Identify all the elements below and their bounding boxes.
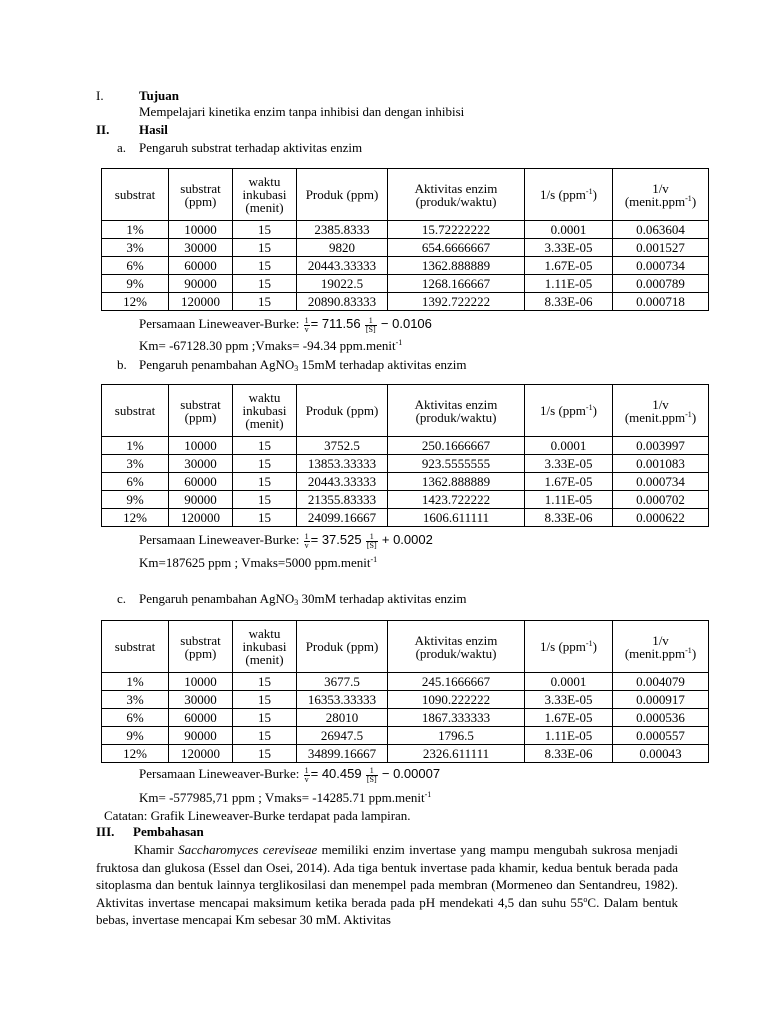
table-row — [102, 709, 709, 727]
part-c-equation — [139, 766, 440, 784]
table-row — [102, 437, 709, 455]
cell-substrat: 1% — [102, 673, 169, 691]
cell-waktu: 15 — [233, 473, 297, 491]
fraction-1-over-v: $\frac{1}{v}$ — [304, 765, 309, 784]
header-aktivitas-enzim: Aktivitas enzim (produk/waktu) — [388, 621, 525, 673]
header-substrat-ppm: substrat (ppm) — [169, 385, 233, 437]
cell-substrat: 12% — [102, 509, 169, 527]
cell-inverse-v: 0.000917 — [613, 691, 709, 709]
cell-waktu: 15 — [233, 275, 297, 293]
header-substrat: substrat — [102, 169, 169, 221]
cell-produk: 20890.83333 — [297, 293, 388, 311]
cell-substrat: 6% — [102, 709, 169, 727]
cell-aktivitas: 654.6666667 — [388, 239, 525, 257]
cell-produk: 16353.33333 — [297, 691, 388, 709]
table-row — [102, 275, 709, 293]
table-part-c — [101, 620, 709, 763]
cell-waktu: 15 — [233, 709, 297, 727]
cell-substrat: 1% — [102, 221, 169, 239]
table-part-b — [101, 384, 709, 527]
cell-waktu: 15 — [233, 437, 297, 455]
cell-aktivitas: 1796.5 — [388, 727, 525, 745]
table-header-row — [102, 169, 709, 221]
cell-produk: 9820 — [297, 239, 388, 257]
part-b-equation — [139, 532, 433, 550]
equation-intercept: − 0.00007 — [381, 766, 441, 781]
cell-aktivitas: 15.72222222 — [388, 221, 525, 239]
cell-aktivitas: 1268.166667 — [388, 275, 525, 293]
cell-produk: 26947.5 — [297, 727, 388, 745]
part-a-letter: a. — [117, 140, 127, 155]
table-row — [102, 221, 709, 239]
header-inverse-v: 1/v (menit.ppm$^{-1}$) — [613, 621, 709, 673]
cell-waktu: 15 — [233, 455, 297, 473]
cell-substrat: 9% — [102, 727, 169, 745]
cell-inverse-s: 1.67E-05 — [525, 709, 613, 727]
cell-inverse-s: 1.11E-05 — [525, 491, 613, 509]
cell-inverse-s: 8.33E-06 — [525, 745, 613, 763]
cell-substrat-ppm: 30000 — [169, 455, 233, 473]
cell-substrat-ppm: 120000 — [169, 745, 233, 763]
header-substrat: substrat — [102, 621, 169, 673]
cell-substrat-ppm: 10000 — [169, 673, 233, 691]
table-row — [102, 491, 709, 509]
equation-slope: = 711.56 — [310, 316, 361, 331]
cell-inverse-s: 1.11E-05 — [525, 275, 613, 293]
equation-label: Persamaan Lineweaver-Burke: — [139, 766, 300, 781]
cell-produk: 34899.16667 — [297, 745, 388, 763]
cell-substrat-ppm: 60000 — [169, 709, 233, 727]
cell-inverse-s: 3.33E-05 — [525, 691, 613, 709]
fraction-1-over-s: $\frac{1}{[S]}$ — [366, 765, 377, 784]
cell-inverse-v: 0.000557 — [613, 727, 709, 745]
table-row — [102, 727, 709, 745]
cell-substrat-ppm: 10000 — [169, 437, 233, 455]
header-produk: Produk (ppm) — [297, 169, 388, 221]
cell-aktivitas: 1606.611111 — [388, 509, 525, 527]
cell-inverse-v: 0.000718 — [613, 293, 709, 311]
part-a-equation — [139, 316, 432, 334]
cell-substrat-ppm: 90000 — [169, 491, 233, 509]
cell-inverse-s: 1.67E-05 — [525, 473, 613, 491]
cell-aktivitas: 1362.888889 — [388, 473, 525, 491]
cell-waktu: 15 — [233, 673, 297, 691]
cell-produk: 13853.33333 — [297, 455, 388, 473]
cell-waktu: 15 — [233, 691, 297, 709]
cell-inverse-s: 3.33E-05 — [525, 455, 613, 473]
equation-intercept: − 0.0106 — [380, 316, 432, 331]
cell-inverse-s: 1.11E-05 — [525, 727, 613, 745]
fraction-1-over-v: $\frac{1}{v}$ — [304, 315, 309, 334]
part-c-result: Km= -577985,71 ppm ; Vmaks= -14285.71 ppm.menit$^{-1}$ — [139, 790, 432, 805]
equation-label: Persamaan Lineweaver-Burke: — [139, 532, 300, 547]
table-part-a — [101, 168, 709, 311]
cell-substrat: 3% — [102, 239, 169, 257]
cell-substrat-ppm: 90000 — [169, 275, 233, 293]
table-row — [102, 691, 709, 709]
section-1-body: Mempelajari kinetika enzim tanpa inhibisi dan dengan inhibisi — [139, 104, 465, 119]
equation-slope: = 37.525 — [310, 532, 362, 547]
cell-aktivitas: 1392.722222 — [388, 293, 525, 311]
cell-produk: 19022.5 — [297, 275, 388, 293]
header-substrat-ppm: substrat (ppm) — [169, 169, 233, 221]
part-a-result: Km= -67128.30 ppm ;Vmaks= -94.34 ppm.menit$^{-1}$ — [139, 338, 403, 353]
cell-inverse-v: 0.000734 — [613, 473, 709, 491]
cell-aktivitas: 1423.722222 — [388, 491, 525, 509]
header-inverse-s: 1/s (ppm$^{-1}$) — [525, 621, 613, 673]
cell-produk: 21355.83333 — [297, 491, 388, 509]
section-1-title: Tujuan — [139, 88, 179, 103]
cell-inverse-v: 0.000702 — [613, 491, 709, 509]
fraction-1-over-s: $\frac{1}{[S]}$ — [366, 531, 377, 550]
cell-inverse-v: 0.000734 — [613, 257, 709, 275]
cell-inverse-s: 0.0001 — [525, 221, 613, 239]
section-3-title: Pembahasan — [133, 824, 204, 839]
cell-waktu: 15 — [233, 491, 297, 509]
cell-substrat-ppm: 60000 — [169, 473, 233, 491]
section-3-number: III. — [96, 824, 115, 839]
cell-aktivitas: 1090.222222 — [388, 691, 525, 709]
cell-substrat-ppm: 30000 — [169, 691, 233, 709]
table-row — [102, 673, 709, 691]
cell-substrat-ppm: 90000 — [169, 727, 233, 745]
cell-inverse-v: 0.003997 — [613, 437, 709, 455]
table-header-row — [102, 385, 709, 437]
cell-substrat: 6% — [102, 257, 169, 275]
cell-inverse-s: 1.67E-05 — [525, 257, 613, 275]
part-c-title: Pengaruh penambahan AgNO$_3$ 30mM terhadap aktivitas enzim — [139, 591, 467, 607]
cell-inverse-v: 0.000536 — [613, 709, 709, 727]
equation-label: Persamaan Lineweaver-Burke: — [139, 316, 300, 331]
cell-waktu: 15 — [233, 257, 297, 275]
cell-produk: 2385.8333 — [297, 221, 388, 239]
header-waktu-inkubasi: waktu inkubasi (menit) — [233, 169, 297, 221]
cell-inverse-s: 8.33E-06 — [525, 509, 613, 527]
fraction-1-over-v: $\frac{1}{v}$ — [304, 531, 309, 550]
cell-aktivitas: 2326.611111 — [388, 745, 525, 763]
cell-waktu: 15 — [233, 293, 297, 311]
header-substrat-ppm: substrat (ppm) — [169, 621, 233, 673]
pembahasan-paragraph: Khamir Saccharomyces cereviseae memiliki enzim invertase yang mampu mengubah sukrosa menjadi fruktosa dan glukosa (Essel dan Osei, 2014). Ada tiga bentuk invertase pada khamir, kedua bentuk berada pada sitoplasma dan bentuk lainnya terglikosilasi dan menempel pada membran (Mormeneo dan Sentandreu, 1982). Aktivitas invertase mencapai maksimum ketika berada pada pH mendekati 4,5 dan suhu 55$^o$C. Dalam bentuk bebas, invertase mencapai Km sebesar 30 mM. Aktivitas — [96, 842, 678, 927]
cell-substrat-ppm: 120000 — [169, 293, 233, 311]
table-row — [102, 745, 709, 763]
cell-waktu: 15 — [233, 745, 297, 763]
header-waktu-inkubasi: waktu inkubasi (menit) — [233, 385, 297, 437]
table-header-row — [102, 621, 709, 673]
table-row — [102, 509, 709, 527]
cell-substrat: 9% — [102, 491, 169, 509]
header-aktivitas-enzim: Aktivitas enzim (produk/waktu) — [388, 169, 525, 221]
cell-aktivitas: 250.1666667 — [388, 437, 525, 455]
header-inverse-v: 1/v (menit.ppm$^{-1}$) — [613, 169, 709, 221]
cell-produk: 3752.5 — [297, 437, 388, 455]
cell-produk: 28010 — [297, 709, 388, 727]
cell-substrat-ppm: 30000 — [169, 239, 233, 257]
cell-waktu: 15 — [233, 509, 297, 527]
table-row — [102, 473, 709, 491]
table-row — [102, 455, 709, 473]
fraction-1-over-s: $\frac{1}{[S]}$ — [365, 315, 376, 334]
species-name: Saccharomyces cereviseae — [178, 842, 318, 857]
cell-inverse-v: 0.001527 — [613, 239, 709, 257]
cell-aktivitas: 245.1666667 — [388, 673, 525, 691]
table-row — [102, 293, 709, 311]
cell-aktivitas: 923.5555555 — [388, 455, 525, 473]
header-inverse-s: 1/s (ppm$^{-1}$) — [525, 169, 613, 221]
cell-waktu: 15 — [233, 239, 297, 257]
cell-inverse-s: 8.33E-06 — [525, 293, 613, 311]
cell-substrat: 9% — [102, 275, 169, 293]
cell-inverse-s: 3.33E-05 — [525, 239, 613, 257]
header-inverse-s: 1/s (ppm$^{-1}$) — [525, 385, 613, 437]
table-row — [102, 239, 709, 257]
cell-substrat: 3% — [102, 455, 169, 473]
cell-substrat-ppm: 60000 — [169, 257, 233, 275]
cell-substrat: 12% — [102, 293, 169, 311]
cell-inverse-v: 0.001083 — [613, 455, 709, 473]
cell-waktu: 15 — [233, 221, 297, 239]
note-lampiran: Catatan: Grafik Lineweaver-Burke terdapat pada lampiran. — [104, 808, 411, 823]
cell-substrat: 3% — [102, 691, 169, 709]
cell-inverse-v: 0.063604 — [613, 221, 709, 239]
cell-inverse-s: 0.0001 — [525, 437, 613, 455]
equation-slope: = 40.459 — [310, 766, 362, 781]
cell-substrat: 1% — [102, 437, 169, 455]
section-2-title: Hasil — [139, 122, 168, 137]
header-produk: Produk (ppm) — [297, 385, 388, 437]
equation-intercept: + 0.0002 — [381, 532, 433, 547]
header-inverse-v: 1/v (menit.ppm$^{-1}$) — [613, 385, 709, 437]
header-substrat: substrat — [102, 385, 169, 437]
cell-aktivitas: 1362.888889 — [388, 257, 525, 275]
header-produk: Produk (ppm) — [297, 621, 388, 673]
cell-waktu: 15 — [233, 727, 297, 745]
table-row — [102, 257, 709, 275]
section-1-number: I. — [96, 88, 104, 103]
cell-inverse-s: 0.0001 — [525, 673, 613, 691]
cell-substrat: 12% — [102, 745, 169, 763]
part-b-title: Pengaruh penambahan AgNO$_3$ 15mM terhadap aktivitas enzim — [139, 357, 467, 373]
cell-aktivitas: 1867.333333 — [388, 709, 525, 727]
header-waktu-inkubasi: waktu inkubasi (menit) — [233, 621, 297, 673]
part-a-title: Pengaruh substrat terhadap aktivitas enzim — [139, 140, 363, 155]
cell-produk: 3677.5 — [297, 673, 388, 691]
cell-inverse-v: 0.00043 — [613, 745, 709, 763]
cell-produk: 20443.33333 — [297, 473, 388, 491]
cell-inverse-v: 0.000789 — [613, 275, 709, 293]
cell-inverse-v: 0.004079 — [613, 673, 709, 691]
cell-substrat-ppm: 120000 — [169, 509, 233, 527]
cell-substrat: 6% — [102, 473, 169, 491]
part-c-letter: c. — [117, 591, 127, 606]
cell-produk: 24099.16667 — [297, 509, 388, 527]
cell-inverse-v: 0.000622 — [613, 509, 709, 527]
header-aktivitas-enzim: Aktivitas enzim (produk/waktu) — [388, 385, 525, 437]
part-b-result: Km=187625 ppm ; Vmaks=5000 ppm.menit$^{-1}$ — [139, 555, 378, 570]
cell-produk: 20443.33333 — [297, 257, 388, 275]
cell-substrat-ppm: 10000 — [169, 221, 233, 239]
section-2-number: II. — [96, 122, 110, 137]
part-b-letter: b. — [117, 357, 127, 372]
